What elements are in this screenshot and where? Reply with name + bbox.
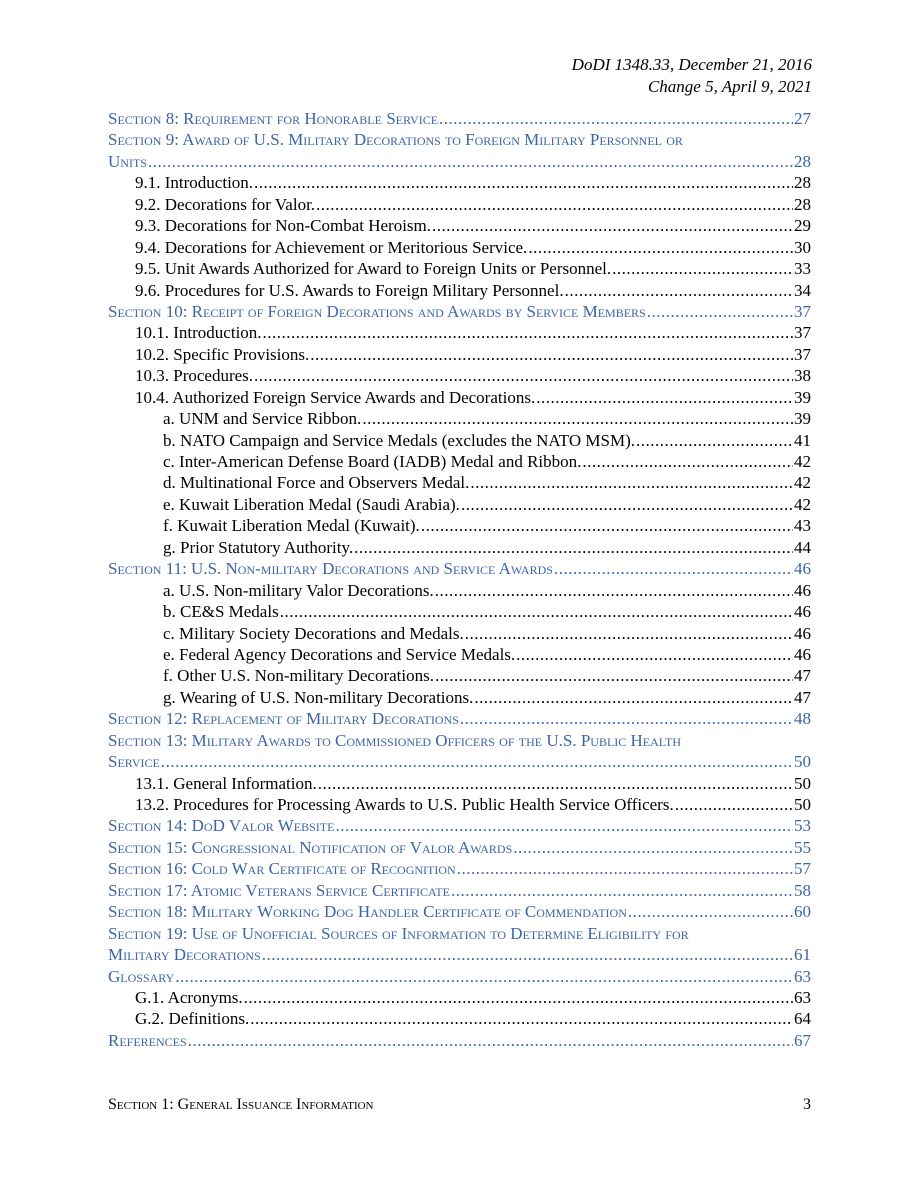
toc-section-link[interactable] <box>108 301 811 322</box>
dot-leader <box>516 644 793 665</box>
table-of-contents <box>108 108 811 1051</box>
toc-page-number: 46 <box>794 559 811 579</box>
page-footer <box>108 1096 811 1114</box>
toc-page-number: 28 <box>794 194 811 214</box>
toc-page-number: 50 <box>794 773 811 793</box>
toc-entry-title: f. Kuwait Liberation Medal (Kuwait). <box>163 516 420 536</box>
toc-entry-title: Section 10: Receipt of Foreign Decorations and Awards by Service Members <box>108 301 646 321</box>
dot-leader <box>254 172 793 193</box>
toc-page-number: 55 <box>794 837 811 857</box>
toc-page-number: 46 <box>794 580 811 600</box>
toc-section-link[interactable] <box>108 966 811 987</box>
toc-page-number: 42 <box>794 494 811 514</box>
toc-entry-title: c. Inter-American Defense Board (IADB) Medal and Ribbon. <box>163 452 582 471</box>
dot-leader <box>528 237 793 258</box>
toc-section-link[interactable]: Section 19: Use of Unofficial Sources of Information to Determine Eligibility for <box>108 923 689 943</box>
toc-subitem-entry <box>108 537 811 558</box>
toc-entry-title: Section 11: U.S. Non-military Decorations and Service Awards <box>108 559 553 579</box>
toc-subsection-entry <box>108 280 811 301</box>
dot-leader <box>432 215 793 236</box>
toc-page-number: 60 <box>794 902 811 922</box>
toc-section-link[interactable] <box>108 108 811 129</box>
toc-page-number: 63 <box>794 966 811 986</box>
toc-section-link[interactable] <box>108 880 811 901</box>
toc-entry-title: G.2. Definitions. <box>135 1009 250 1029</box>
toc-entry-title: Service <box>108 752 160 772</box>
toc-subitem-entry <box>108 472 811 493</box>
toc-entry-title: Section 16: Cold War Certificate of Recognition <box>108 859 456 879</box>
toc-page-number: 47 <box>794 687 811 707</box>
toc-subitem-entry <box>108 430 811 451</box>
dot-leader <box>470 472 793 493</box>
toc-page-number: 37 <box>794 344 811 364</box>
toc-entry-title: References <box>108 1030 187 1050</box>
toc-entry-title: d. Multinational Force and Observers Medal. <box>163 473 470 493</box>
toc-subsection-entry <box>108 987 811 1008</box>
footer-page-number: 3 <box>803 1096 811 1113</box>
toc-entry-title: 9.2. Decorations for Valor. <box>135 194 316 214</box>
dot-leader <box>175 966 793 987</box>
dot-leader <box>310 344 793 365</box>
toc-subsection-entry <box>108 1008 811 1029</box>
toc-page-number: 61 <box>794 945 811 965</box>
dot-leader <box>628 901 793 922</box>
toc-page-number: 64 <box>794 1009 811 1029</box>
toc-page-number: 44 <box>794 537 811 557</box>
toc-page-number: 30 <box>794 237 811 257</box>
toc-subitem-entry <box>108 623 811 644</box>
dot-leader <box>536 387 793 408</box>
toc-entry-title: G.1. Acronyms. <box>135 987 243 1007</box>
toc-page-number: 29 <box>794 216 811 236</box>
dot-leader <box>254 365 793 386</box>
toc-entry-title: f. Other U.S. Non-military Decorations. <box>163 666 434 686</box>
dot-leader <box>244 987 793 1008</box>
toc-subitem-entry <box>108 515 811 536</box>
toc-section-link[interactable] <box>108 708 811 729</box>
dot-leader <box>647 301 793 322</box>
dot-leader <box>451 880 793 901</box>
toc-subsection-entry <box>108 794 811 815</box>
toc-page-number: 38 <box>794 366 811 386</box>
toc-page-number: 46 <box>794 644 811 664</box>
dot-leader <box>636 430 793 451</box>
toc-page-number: 39 <box>794 387 811 407</box>
dot-leader <box>188 1030 793 1051</box>
toc-page-number: 46 <box>794 602 811 622</box>
toc-page-number: 48 <box>794 709 811 729</box>
toc-entry-title: 9.5. Unit Awards Authorized for Award to Foreign Units or Personnel. <box>135 259 612 279</box>
toc-entry-title: g. Prior Statutory Authority. <box>163 537 354 557</box>
toc-entry-title: 13.1. General Information. <box>135 773 317 793</box>
document-header <box>572 54 812 98</box>
dot-leader <box>675 794 793 815</box>
toc-entry-title: g. Wearing of U.S. Non-military Decorations. <box>163 687 474 707</box>
toc-page-number: 50 <box>794 795 811 814</box>
toc-entry-title: Section 12: Replacement of Military Decorations <box>108 709 459 729</box>
toc-entry-title: 9.6. Procedures for U.S. Awards to Foreign Military Personnel. <box>135 280 564 300</box>
toc-subitem-entry <box>108 494 811 515</box>
toc-entry-title: a. UNM and Service Ribbon. <box>163 409 362 429</box>
toc-page-number: 41 <box>794 430 811 450</box>
dot-leader <box>316 194 793 215</box>
dot-leader <box>457 858 793 879</box>
toc-page-number: 46 <box>794 623 811 643</box>
toc-entry-title: 9.1. Introduction. <box>135 173 254 193</box>
dot-leader <box>460 708 793 729</box>
toc-section-link-continued[interactable] <box>108 944 811 965</box>
toc-section-link[interactable] <box>108 837 811 858</box>
header-document-id: DoDI 1348.33, December 21, 2016 <box>571 55 812 74</box>
toc-page-number: 42 <box>794 473 811 493</box>
dot-leader <box>435 665 793 686</box>
toc-entry-title: Section 15: Congressional Notification of Valor Awards <box>108 837 513 857</box>
dot-leader <box>461 494 793 515</box>
toc-entry-title: 10.1. Introduction. <box>135 323 262 343</box>
dot-leader <box>421 515 793 536</box>
toc-subitem-entry <box>108 451 811 472</box>
toc-entry-title: c. Military Society Decorations and Medals. <box>163 623 464 643</box>
dot-leader <box>582 451 793 472</box>
toc-section-link[interactable] <box>108 901 811 922</box>
toc-subitem-entry <box>108 580 811 601</box>
toc-entry-title: 9.4. Decorations for Achievement or Meritorious Service. <box>135 237 528 257</box>
dot-leader <box>565 280 793 301</box>
toc-entry-title: Glossary <box>108 966 175 986</box>
dot-leader <box>263 322 793 343</box>
dot-leader <box>513 837 793 858</box>
toc-page-number: 50 <box>794 752 811 772</box>
toc-entry-title: Section 18: Military Working Dog Handler Certificate of Commendation <box>108 902 627 922</box>
dot-leader <box>335 815 793 836</box>
toc-section-link[interactable] <box>108 815 811 836</box>
toc-entry-title: a. U.S. Non-military Valor Decorations. <box>163 580 434 600</box>
toc-section-link-continued[interactable] <box>108 151 811 172</box>
toc-subsection-entry <box>108 258 811 279</box>
toc-subitem-entry <box>108 644 811 665</box>
toc-entry-title: e. Federal Agency Decorations and Service Medals. <box>163 644 516 664</box>
toc-page-number: 63 <box>794 987 811 1007</box>
toc-page-number: 67 <box>794 1030 811 1050</box>
toc-section-link[interactable] <box>108 858 811 879</box>
toc-page-number: 58 <box>794 880 811 900</box>
toc-page-number: 37 <box>794 323 811 343</box>
toc-entry-title: Military Decorations <box>108 945 261 965</box>
dot-leader <box>362 408 793 429</box>
toc-entry-title: 10.3. Procedures. <box>135 366 254 386</box>
toc-subsection-entry <box>108 365 811 386</box>
dot-leader <box>250 1008 793 1029</box>
toc-section-link[interactable] <box>108 1030 811 1051</box>
toc-subsection-entry <box>108 773 811 794</box>
toc-page-number: 53 <box>794 816 811 836</box>
toc-page-number: 34 <box>794 280 811 300</box>
dot-leader <box>465 623 793 644</box>
toc-page-number: 28 <box>794 151 811 171</box>
toc-entry-title: b. CE&S Medals <box>163 602 279 622</box>
dot-leader <box>612 258 793 279</box>
toc-subitem-entry <box>108 601 811 622</box>
toc-section-link[interactable] <box>108 558 811 579</box>
dot-leader <box>474 687 793 708</box>
toc-section-link[interactable]: Section 13: Military Awards to Commissioned Officers of the U.S. Public Health <box>108 730 682 750</box>
toc-subsection-entry <box>108 172 811 193</box>
dot-leader <box>262 944 793 965</box>
toc-subsection-entry <box>108 237 811 258</box>
toc-subsection-entry <box>108 322 811 343</box>
toc-subitem-entry <box>108 687 811 708</box>
toc-section-link-continued[interactable] <box>108 751 811 772</box>
dot-leader <box>161 751 793 772</box>
dot-leader <box>148 151 793 172</box>
toc-entry-title: Section 17: Atomic Veterans Service Certificate <box>108 880 450 900</box>
toc-entry-title: 10.4. Authorized Foreign Service Awards and Decorations. <box>135 387 536 407</box>
toc-entry-title: 13.2. Procedures for Processing Awards to U.S. Public Health Service Officers. <box>135 795 674 814</box>
toc-page-number: 37 <box>794 301 811 321</box>
toc-subitem-entry <box>108 408 811 429</box>
toc-page-number: 39 <box>794 409 811 429</box>
toc-page-number: 28 <box>794 173 811 193</box>
toc-subitem-entry <box>108 665 811 686</box>
toc-section-link[interactable]: Section 9: Award of U.S. Military Decorations to Foreign Military Personnel or <box>108 130 683 150</box>
toc-entry-title: e. Kuwait Liberation Medal (Saudi Arabia). <box>163 494 460 514</box>
toc-page-number: 57 <box>794 859 811 879</box>
dot-leader <box>318 773 793 794</box>
dot-leader <box>554 558 793 579</box>
toc-page-number: 27 <box>794 109 811 128</box>
toc-entry-title: Section 8: Requirement for Honorable Service <box>108 109 439 128</box>
toc-entry-title: Section 14: DoD Valor Website <box>108 816 335 836</box>
toc-page-number: 33 <box>794 259 811 279</box>
toc-entry-title: 10.2. Specific Provisions. <box>135 344 310 364</box>
dot-leader <box>435 580 793 601</box>
toc-entry-title: 9.3. Decorations for Non-Combat Heroism. <box>135 216 432 236</box>
toc-page-number: 42 <box>794 452 811 471</box>
toc-subsection-entry <box>108 387 811 408</box>
toc-subsection-entry <box>108 344 811 365</box>
toc-subsection-entry <box>108 215 811 236</box>
dot-leader <box>280 601 793 622</box>
toc-page-number: 47 <box>794 666 811 686</box>
toc-entry-title: Units <box>108 151 147 171</box>
dot-leader <box>439 108 793 129</box>
toc-page-number: 43 <box>794 516 811 536</box>
dot-leader <box>354 537 793 558</box>
toc-subsection-entry <box>108 194 811 215</box>
toc-entry-title: b. NATO Campaign and Service Medals (excludes the NATO MSM). <box>163 430 635 450</box>
footer-section-title: Section 1: General Issuance Information <box>108 1096 374 1113</box>
header-change-date: Change 5, April 9, 2021 <box>647 77 812 96</box>
